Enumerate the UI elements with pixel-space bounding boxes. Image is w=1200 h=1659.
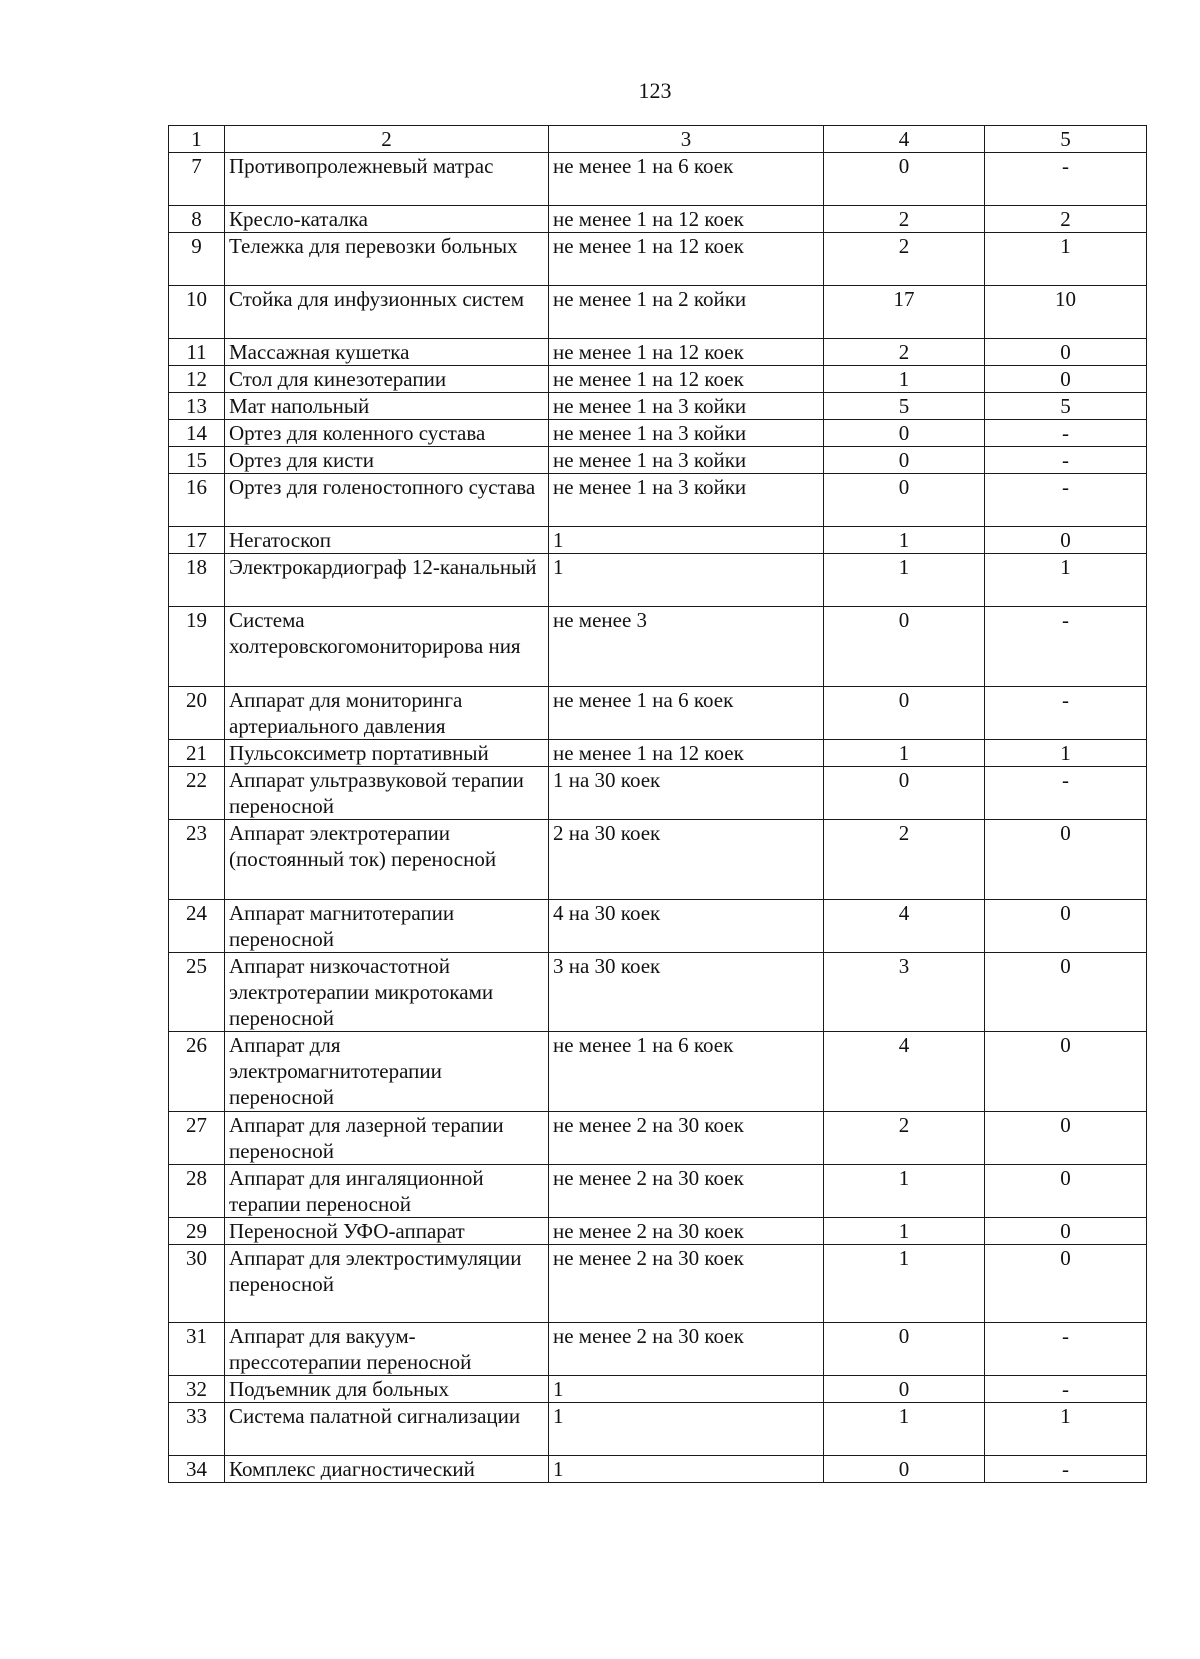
equipment-name: Стойка для инфузионных систем [225, 286, 549, 339]
table-row [169, 1403, 1147, 1456]
table-row [169, 447, 1147, 474]
required-quantity: 4 на 30 коек [549, 900, 824, 953]
actual-quantity: 0 [824, 607, 985, 687]
required-quantity: не менее 1 на 3 койки [549, 393, 824, 420]
equipment-name: Аппарат магнитотерапии переносной [225, 900, 549, 953]
actual-quantity: 4 [824, 1032, 985, 1112]
table-row [169, 339, 1147, 366]
column-5-value: 0 [985, 1112, 1147, 1165]
row-number: 18 [169, 554, 225, 607]
table-row [169, 393, 1147, 420]
row-number: 21 [169, 740, 225, 767]
equipment-name: Ортез для коленного сустава [225, 420, 549, 447]
required-quantity: 1 [549, 554, 824, 607]
actual-quantity: 2 [824, 1112, 985, 1165]
equipment-name: Аппарат для ингаляционной терапии переносной [225, 1165, 549, 1218]
header-cell-col4: 4 [824, 126, 985, 153]
column-5-value: - [985, 153, 1147, 206]
required-quantity: не менее 1 на 2 койки [549, 286, 824, 339]
equipment-name: Аппарат электротерапии (постоянный ток) переносной [225, 820, 549, 900]
actual-quantity: 17 [824, 286, 985, 339]
actual-quantity: 1 [824, 1218, 985, 1245]
equipment-name: Противопролежневый матрас [225, 153, 549, 206]
column-5-value: 0 [985, 339, 1147, 366]
row-number: 10 [169, 286, 225, 339]
actual-quantity: 2 [824, 339, 985, 366]
required-quantity: не менее 3 [549, 607, 824, 687]
row-number: 11 [169, 339, 225, 366]
column-5-value: 0 [985, 900, 1147, 953]
equipment-name: Ортез для кисти [225, 447, 549, 474]
table-row [169, 527, 1147, 554]
column-5-value: 5 [985, 393, 1147, 420]
actual-quantity: 1 [824, 1165, 985, 1218]
equipment-name: Электрокардиограф 12-канальный [225, 554, 549, 607]
column-5-value: 0 [985, 1032, 1147, 1112]
table-row [169, 1456, 1147, 1483]
required-quantity: не менее 1 на 3 койки [549, 474, 824, 527]
actual-quantity: 1 [824, 740, 985, 767]
equipment-name: Аппарат для электромагнитотерапии переносной [225, 1032, 549, 1112]
equipment-name: Аппарат для вакуум-прессотерапии переносной [225, 1323, 549, 1376]
actual-quantity: 0 [824, 1323, 985, 1376]
actual-quantity: 2 [824, 233, 985, 286]
row-number: 12 [169, 366, 225, 393]
actual-quantity: 2 [824, 820, 985, 900]
table-row [169, 1245, 1147, 1323]
row-number: 14 [169, 420, 225, 447]
table-row [169, 820, 1147, 900]
column-5-value: 0 [985, 1245, 1147, 1323]
required-quantity: 1 на 30 коек [549, 767, 824, 820]
actual-quantity: 1 [824, 1245, 985, 1323]
row-number: 32 [169, 1376, 225, 1403]
column-5-value: 0 [985, 820, 1147, 900]
column-5-value: - [985, 1456, 1147, 1483]
equipment-name: Комплекс диагностический [225, 1456, 549, 1483]
column-5-value: 10 [985, 286, 1147, 339]
equipment-name: Кресло-каталка [225, 206, 549, 233]
equipment-name: Стол для кинезотерапии [225, 366, 549, 393]
table-row [169, 366, 1147, 393]
row-number: 7 [169, 153, 225, 206]
required-quantity: 1 [549, 527, 824, 554]
column-5-value: - [985, 447, 1147, 474]
row-number: 15 [169, 447, 225, 474]
row-number: 28 [169, 1165, 225, 1218]
required-quantity: не менее 1 на 12 коек [549, 339, 824, 366]
column-5-value: - [985, 607, 1147, 687]
table-row [169, 206, 1147, 233]
page-number: 123 [638, 78, 672, 103]
required-quantity: не менее 1 на 6 коек [549, 153, 824, 206]
column-5-value: 2 [985, 206, 1147, 233]
actual-quantity: 0 [824, 1456, 985, 1483]
table-row [169, 767, 1147, 820]
table-row [169, 1376, 1147, 1403]
actual-quantity: 3 [824, 953, 985, 1032]
equipment-name: Ортез для голеностопного сустава [225, 474, 549, 527]
header-cell-col1: 1 [169, 126, 225, 153]
row-number: 20 [169, 687, 225, 740]
row-number: 29 [169, 1218, 225, 1245]
actual-quantity: 5 [824, 393, 985, 420]
equipment-name: Система холтеровскогомониторирова ния [225, 607, 549, 687]
table-row [169, 1112, 1147, 1165]
actual-quantity: 1 [824, 366, 985, 393]
row-number: 26 [169, 1032, 225, 1112]
table-row [169, 1032, 1147, 1112]
equipment-name: Тележка для перевозки больных [225, 233, 549, 286]
header-cell-col5: 5 [985, 126, 1147, 153]
actual-quantity: 0 [824, 1376, 985, 1403]
table-row [169, 286, 1147, 339]
row-number: 34 [169, 1456, 225, 1483]
actual-quantity: 1 [824, 554, 985, 607]
row-number: 13 [169, 393, 225, 420]
equipment-name: Аппарат ультразвуковой терапии переносной [225, 767, 549, 820]
table-row [169, 153, 1147, 206]
required-quantity: не менее 2 на 30 коек [549, 1165, 824, 1218]
row-number: 9 [169, 233, 225, 286]
column-5-value: - [985, 687, 1147, 740]
table-row [169, 420, 1147, 447]
table-row [169, 554, 1147, 607]
column-5-value: - [985, 420, 1147, 447]
equipment-name: Аппарат для мониторинга артериального давления [225, 687, 549, 740]
header-cell-col3: 3 [549, 126, 824, 153]
equipment-name: Массажная кушетка [225, 339, 549, 366]
required-quantity: не менее 1 на 3 койки [549, 447, 824, 474]
required-quantity: 2 на 30 коек [549, 820, 824, 900]
column-5-value: - [985, 767, 1147, 820]
required-quantity: не менее 2 на 30 коек [549, 1112, 824, 1165]
row-number: 27 [169, 1112, 225, 1165]
column-5-value: 0 [985, 527, 1147, 554]
row-number: 31 [169, 1323, 225, 1376]
column-5-value: 0 [985, 366, 1147, 393]
row-number: 33 [169, 1403, 225, 1456]
column-5-value: - [985, 1376, 1147, 1403]
row-number: 16 [169, 474, 225, 527]
row-number: 23 [169, 820, 225, 900]
equipment-name: Негатоскоп [225, 527, 549, 554]
actual-quantity: 0 [824, 474, 985, 527]
equipment-name: Аппарат для лазерной терапии переносной [225, 1112, 549, 1165]
column-5-value: 1 [985, 554, 1147, 607]
table-row [169, 607, 1147, 687]
table-row [169, 1165, 1147, 1218]
actual-quantity: 0 [824, 447, 985, 474]
required-quantity: 1 [549, 1376, 824, 1403]
column-5-value: 1 [985, 740, 1147, 767]
equipment-name: Пульсоксиметр портативный [225, 740, 549, 767]
column-5-value: - [985, 474, 1147, 527]
actual-quantity: 0 [824, 687, 985, 740]
row-number: 22 [169, 767, 225, 820]
row-number: 25 [169, 953, 225, 1032]
required-quantity: не менее 2 на 30 коек [549, 1245, 824, 1323]
table-row [169, 740, 1147, 767]
equipment-name: Мат напольный [225, 393, 549, 420]
actual-quantity: 0 [824, 153, 985, 206]
column-5-value: 0 [985, 1218, 1147, 1245]
equipment-name: Подъемник для больных [225, 1376, 549, 1403]
actual-quantity: 1 [824, 1403, 985, 1456]
header-cell-col2: 2 [225, 126, 549, 153]
column-5-value: 1 [985, 1403, 1147, 1456]
row-number: 17 [169, 527, 225, 554]
actual-quantity: 2 [824, 206, 985, 233]
row-number: 19 [169, 607, 225, 687]
actual-quantity: 4 [824, 900, 985, 953]
table-row [169, 687, 1147, 740]
actual-quantity: 0 [824, 767, 985, 820]
column-5-value: 0 [985, 1165, 1147, 1218]
equipment-table [168, 125, 1147, 1483]
required-quantity: не менее 2 на 30 коек [549, 1218, 824, 1245]
table-row [169, 1323, 1147, 1376]
row-number: 24 [169, 900, 225, 953]
table-row [169, 900, 1147, 953]
table-row [169, 953, 1147, 1032]
required-quantity: не менее 1 на 12 коек [549, 366, 824, 393]
required-quantity: не менее 1 на 6 коек [549, 687, 824, 740]
actual-quantity: 0 [824, 420, 985, 447]
required-quantity: 1 [549, 1456, 824, 1483]
table-row [169, 474, 1147, 527]
required-quantity: не менее 1 на 12 коек [549, 206, 824, 233]
header-row [169, 126, 1147, 153]
equipment-name: Аппарат низкочастотной электротерапии микротоками переносной [225, 953, 549, 1032]
required-quantity: не менее 1 на 12 коек [549, 233, 824, 286]
equipment-name: Аппарат для электростимуляции переносной [225, 1245, 549, 1323]
equipment-name: Система палатной сигнализации [225, 1403, 549, 1456]
row-number: 8 [169, 206, 225, 233]
table-row [169, 233, 1147, 286]
required-quantity: 3 на 30 коек [549, 953, 824, 1032]
column-5-value: 0 [985, 953, 1147, 1032]
required-quantity: не менее 1 на 12 коек [549, 740, 824, 767]
required-quantity: 1 [549, 1403, 824, 1456]
required-quantity: не менее 1 на 3 койки [549, 420, 824, 447]
column-5-value: - [985, 1323, 1147, 1376]
required-quantity: не менее 1 на 6 коек [549, 1032, 824, 1112]
table-row [169, 1218, 1147, 1245]
required-quantity: не менее 2 на 30 коек [549, 1323, 824, 1376]
row-number: 30 [169, 1245, 225, 1323]
actual-quantity: 1 [824, 527, 985, 554]
column-5-value: 1 [985, 233, 1147, 286]
equipment-name: Переносной УФО-аппарат [225, 1218, 549, 1245]
